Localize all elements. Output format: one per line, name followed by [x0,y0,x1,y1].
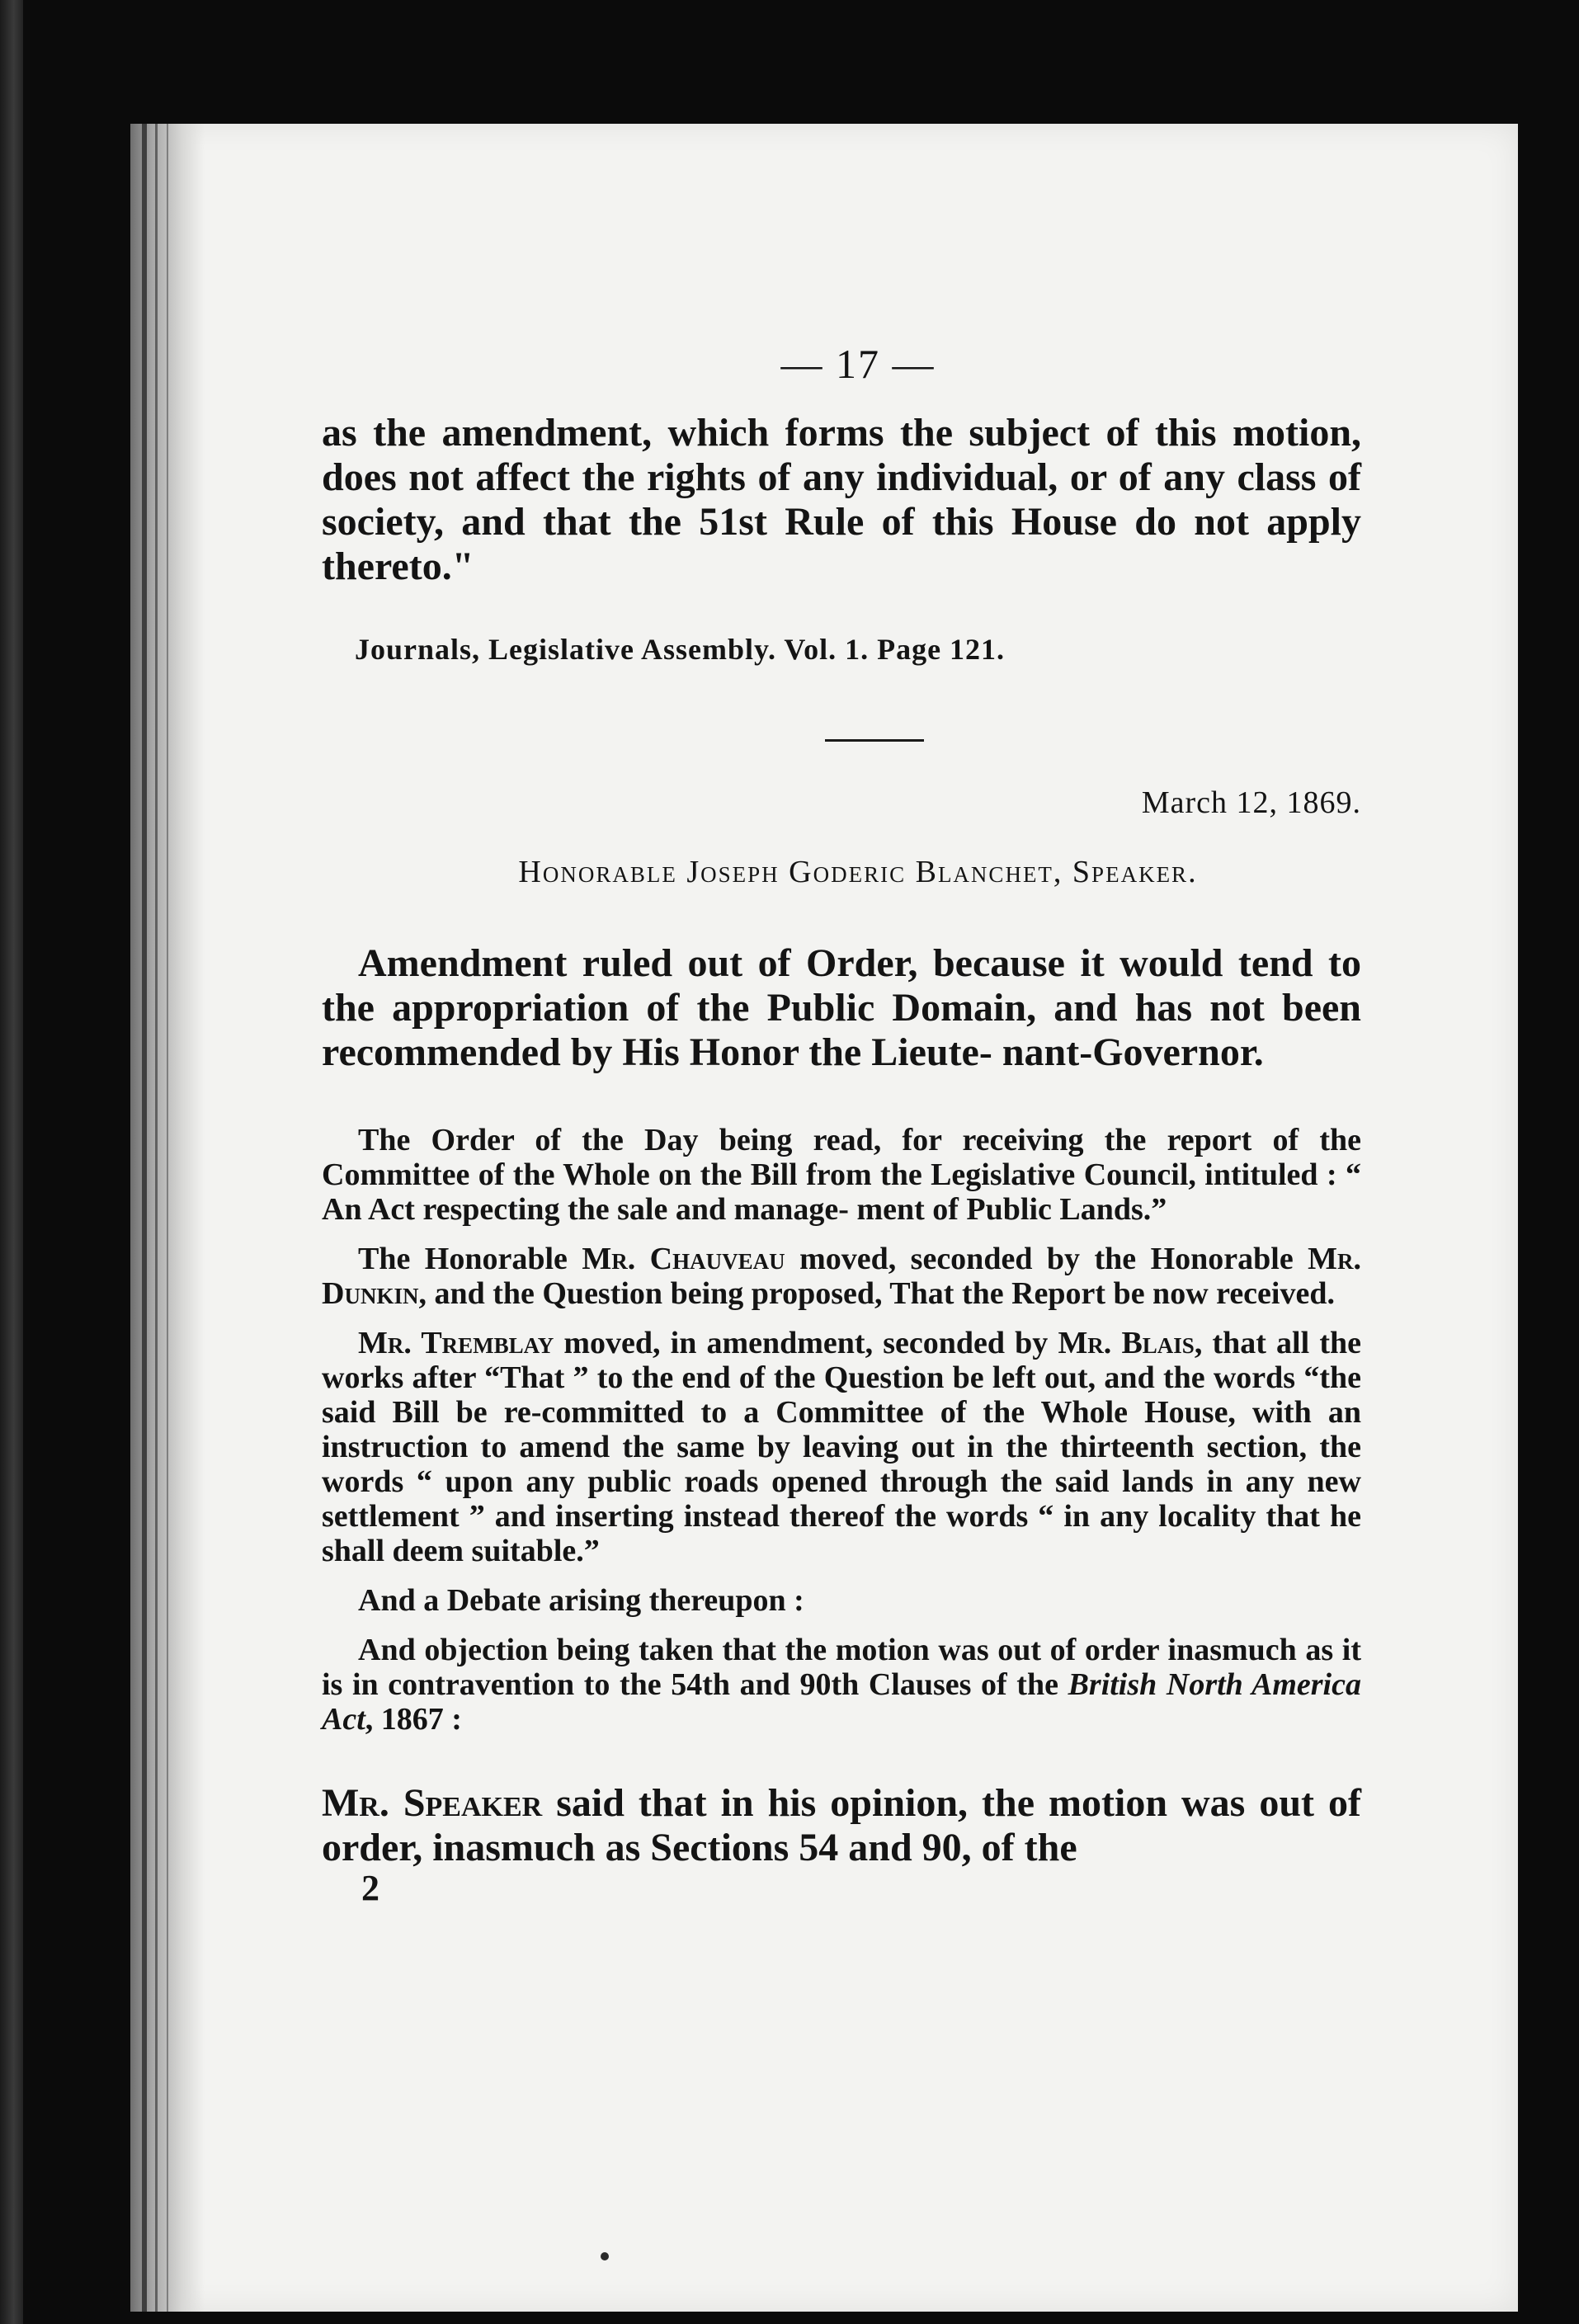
objection-paragraph [322,1633,1361,1737]
text-line: ment of Public Lands.” [856,1192,1167,1227]
text-span: moved, seconded by the Honorable [785,1242,1308,1276]
text-line: has not been recommended by His Honor the Lieute- [322,986,1362,1074]
ruling-date: March 12, 1869. [1141,785,1361,820]
text-line: tend to the appropriation of the Public Domain, and [322,941,1362,1030]
section-divider [825,739,924,742]
text-line: House do not apply thereto." [322,500,1362,588]
text-line: The Order of the Day being read, for receiving the report of [358,1123,1299,1157]
text-span: The Honorable [358,1242,582,1276]
text-line: of any class of society, and that the 51st Rule of this [322,455,1361,544]
document-page [130,124,1518,2312]
text-line: the Committee of the Whole on the Bill from the Legislative [322,1123,1361,1192]
text-span: , that all the works after “That ” to the end of the Question be left out, and the words “the said Bill be re-committed to a Committee of the Whole House, with an instruction to amend the same by leaving out in the thirteenth section, the words “ upon any public roads opened through the said lands in any new settlement ” and inserting instead thereof the words “ in any locality that he shall deem suitable.” [322,1326,1361,1568]
member-name: Mr. Blais [1058,1326,1195,1360]
page-spine-shadow [130,124,205,2312]
adjacent-page-edge [0,0,23,2324]
spine-line [167,124,168,2312]
page-number: — 17 — [780,341,936,387]
signature-mark: 2 [361,1868,379,1908]
text-line: motion, does not affect the rights of any individual, or [322,411,1362,499]
text-span: , and the Question being proposed, That the Report be now received. [418,1276,1335,1311]
text-line: nant-Governor. [1002,1030,1264,1074]
opening-paragraph [322,411,1361,589]
text-span: moved, in amendment, seconded by [554,1326,1058,1360]
motion-paragraph [322,1242,1361,1311]
text-span: , 1867 : [365,1702,462,1737]
member-name: Mr. Speaker [322,1781,543,1825]
debate-paragraph: And a Debate arising thereupon : [358,1583,804,1618]
text-span: said that in his opinion, the motion was out of order, inasmuch as Sections 54 and 90, of the [322,1781,1362,1869]
order-of-day-paragraph [322,1123,1361,1227]
ink-speck [601,2252,609,2260]
member-name: Mr. Chauveau [582,1242,785,1276]
speaker-ruling-paragraph [322,1781,1361,1870]
text-span: And objection being taken that the motion was out of order inasmuch as it is in contravention to the 54th and 90th Clauses of the [322,1633,1361,1702]
spine-line [142,124,147,2312]
text-line: as the amendment, which forms the subject of this [322,411,1217,455]
act-title: British North America Act [322,1667,1361,1737]
text-line: Council, intituled : “ An Act respecting the sale and manage- [322,1157,1362,1227]
member-name: Mr. Dunkin [322,1242,1362,1311]
spine-line [155,124,158,2312]
page-content [322,340,1361,1909]
journal-citation: Journals, Legislative Assembly. Vol. 1. Page 121. [355,633,1006,666]
amendment-paragraph [322,1326,1361,1568]
ruling-paragraph [322,941,1361,1075]
text-line: Amendment ruled out of Order, because it would [358,941,1223,985]
speaker-heading: Honorable Joseph Goderic Blanchet, Speaker. [518,855,1198,889]
member-name: Mr. Tremblay [358,1326,554,1360]
